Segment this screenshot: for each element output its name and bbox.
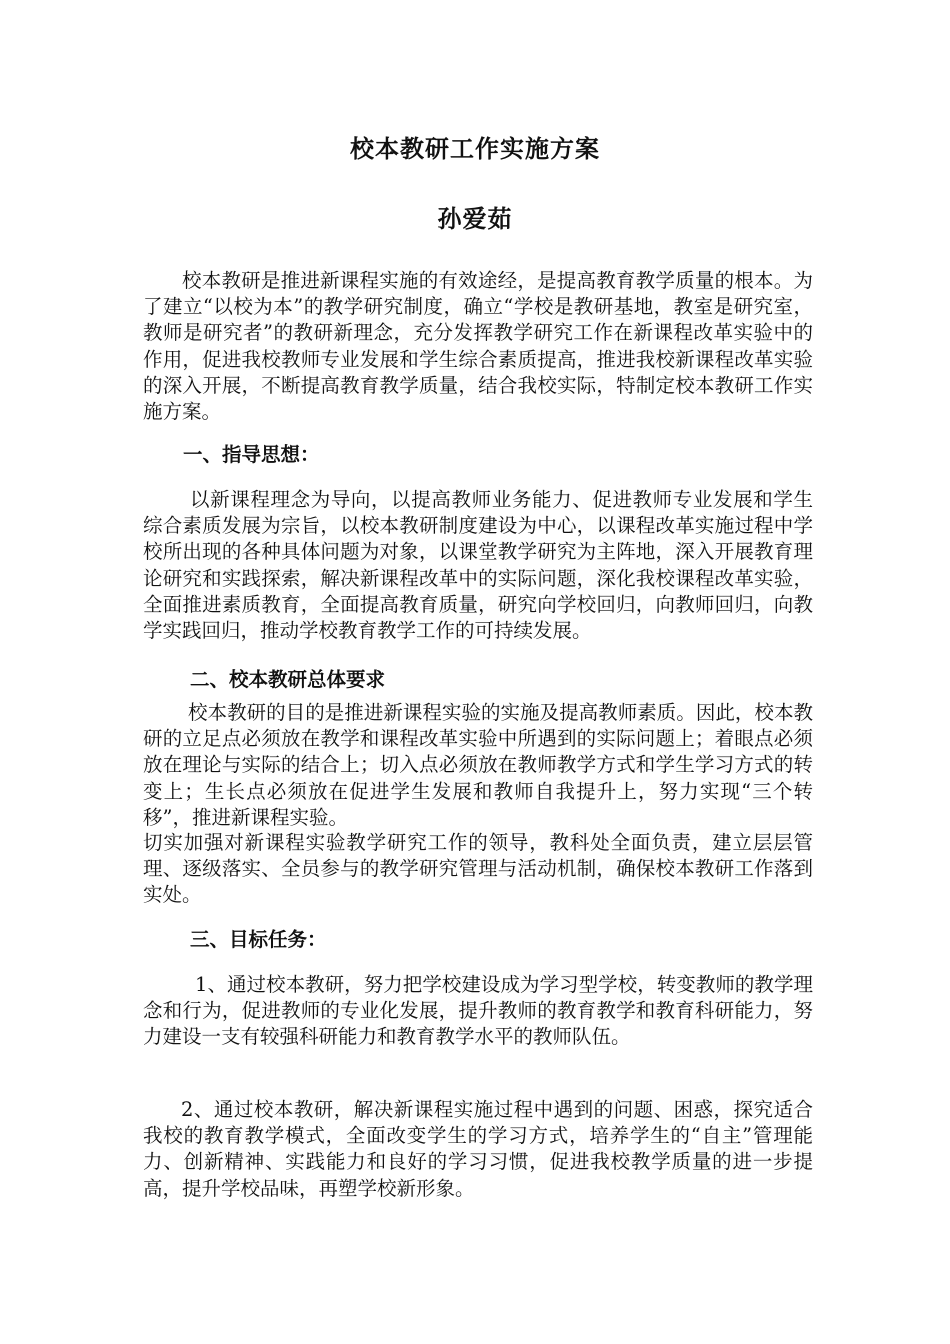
intro-paragraph: 校本教研是推进新课程实施的有效途经，是提高教育教学质量的根本。为了建立“以校为本”的教学研究制度，确立“学校是教研基地，教室是研究室，教师是研究者”的教研新理念，充分发挥教学研究工作在新课程改革实验中的作用，促进我校教师专业发展和学生综合素质提高，推进我校新课程改革实验的深入开展，不断提高教育教学质量，结合我校实际，特制定校本教研工作实施方案。: [143, 269, 813, 424]
objective-item-2: 2、通过校本教研，解决新课程实施过程中遇到的问题、困惑，探究适合我校的教育教学模式，全面改变学生的学习方式，培养学生的“自主”管理能力、创新精神、实践能力和良好的学习习惯，促进我校教学质量的进一步提高，提升学校品味，再塑学校新形象。: [143, 1098, 813, 1200]
objective-item-1: 1、通过校本教研，努力把学校建设成为学习型学校，转变教师的教学理念和行为，促进教师的专业化发展，提升教师的教育教学和教育科研能力，努力建设一支有较强科研能力和教育教学水平的教师队伍。: [143, 973, 813, 1049]
document-title: 校本教研工作实施方案: [350, 134, 600, 163]
section-heading-general-requirements: 二、校本教研总体要求: [190, 668, 386, 691]
section-heading-objectives: 三、目标任务：: [190, 928, 327, 951]
document-author: 孙爱茹: [437, 204, 513, 233]
section-heading-guiding-ideology: 一、指导思想：: [183, 443, 320, 466]
leadership-paragraph: 切实加强对新课程实验教学研究工作的领导，教科处全面负责，建立层层管理、逐级落实、全员参与的教学研究管理与活动机制，确保校本教研工作落到实处。: [143, 831, 813, 907]
guiding-ideology-paragraph: 以新课程理念为导向，以提高教师业务能力、促进教师专业发展和学生综合素质发展为宗旨，以校本教研制度建设为中心，以课程改革实施过程中学校所出现的各种具体问题为对象，以课堂教学研究为主阵地，深入开展教育理论研究和实践探索，解决新课程改革中的实际问题，深化我校课程改革实验，全面推进素质教育，全面提高教育质量，研究向学校回归，向教师回归，向教学实践回归，推动学校教育教学工作的可持续发展。: [143, 488, 813, 643]
general-requirements-paragraph: 校本教研的目的是推进新课程实验的实施及提高教师素质。因此，校本教研的立足点必须放在教学和课程改革实验中所遇到的实际问题上；着眼点必须放在理论与实际的结合上；切入点必须放在教师教学方式和学生学习方式的转变上；生长点必须放在促进学生发展和教师自我提升上，努力实现“三个转移”，推进新课程实验。: [143, 701, 813, 829]
